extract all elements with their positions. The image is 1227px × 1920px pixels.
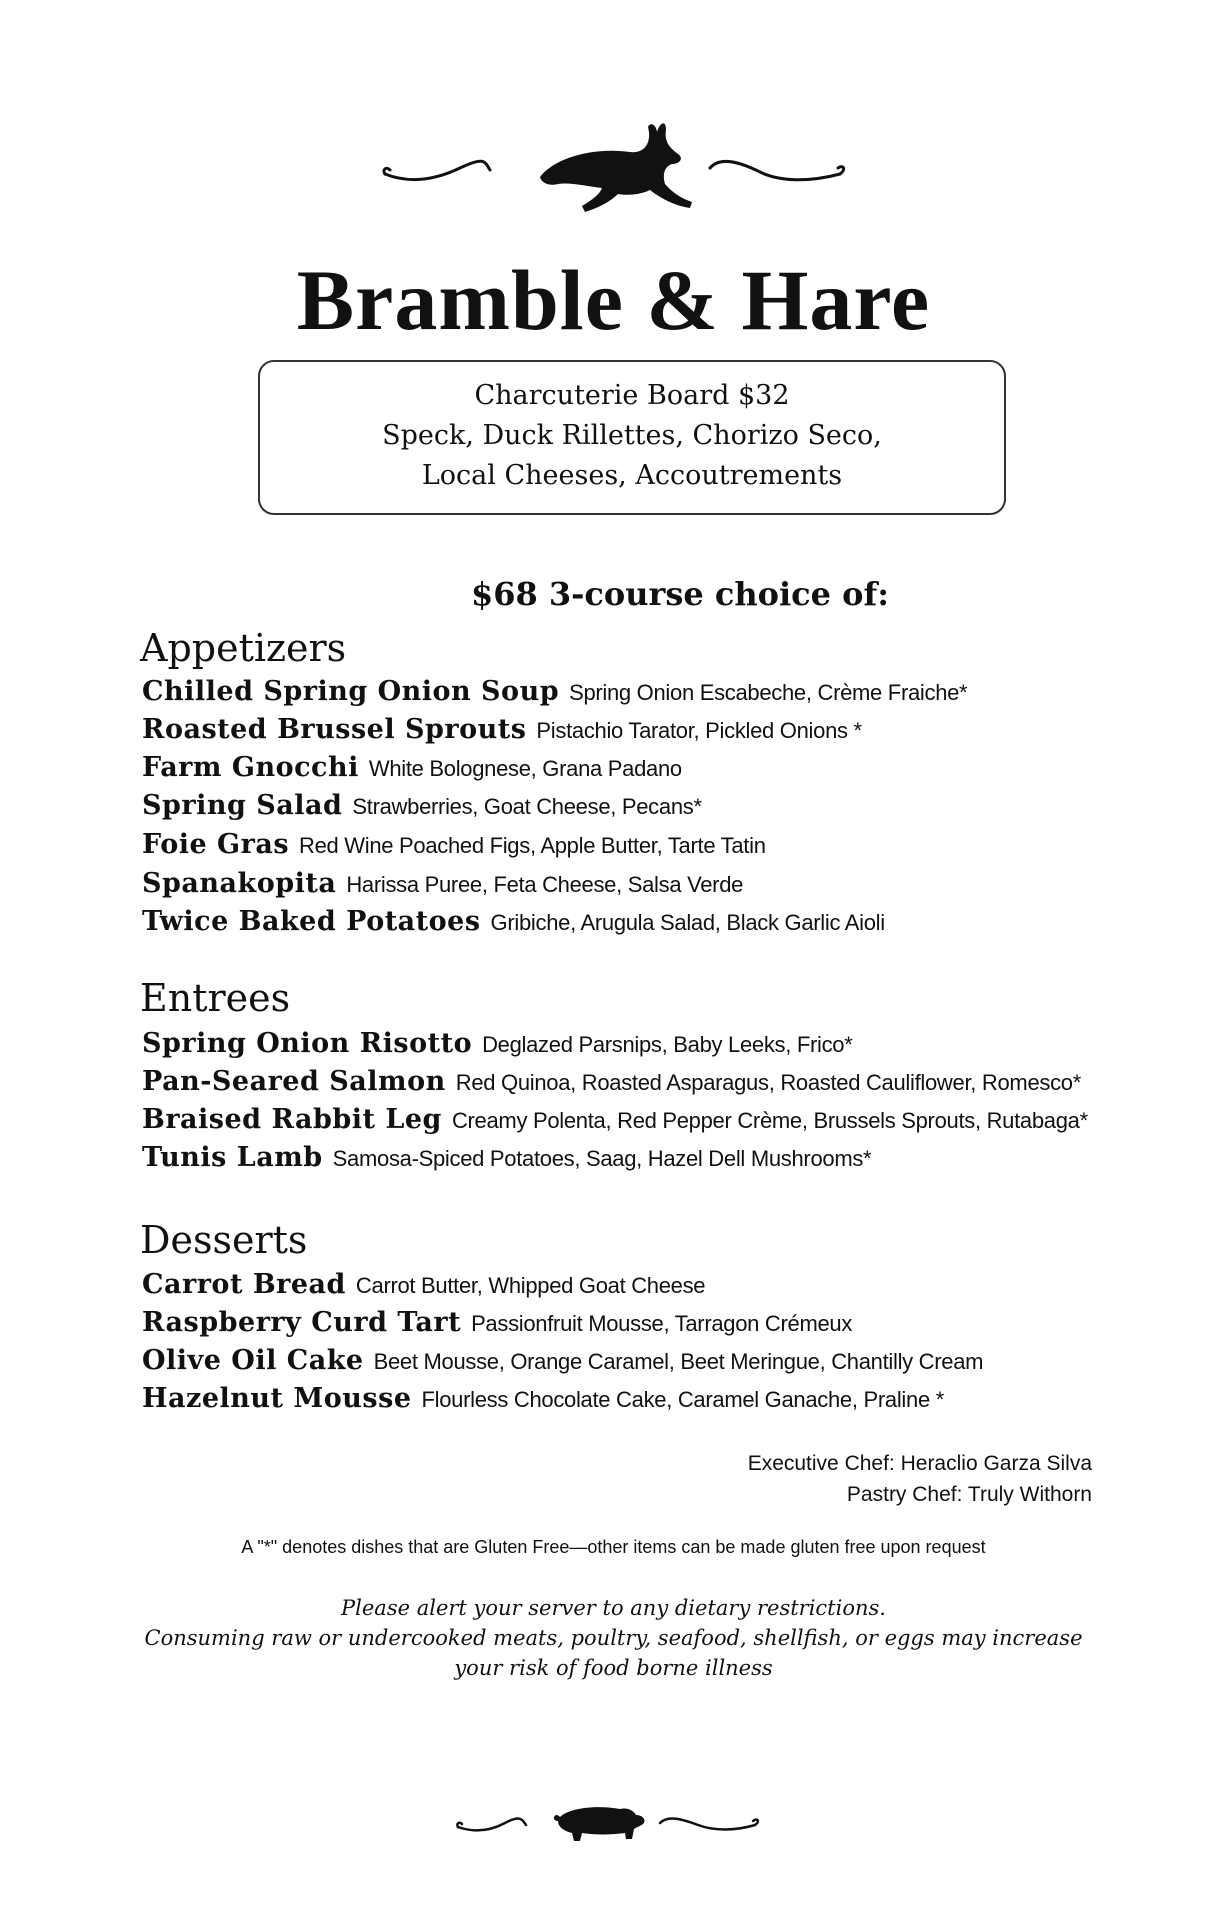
menu-item: Roasted Brussel Sprouts Pistachio Tarator, Pickled Onions * — [142, 714, 862, 745]
menu-item: Olive Oil Cake Beet Mousse, Orange Caramel, Beet Meringue, Chantilly Cream — [142, 1345, 984, 1376]
menu-item: Spring Salad Strawberries, Goat Cheese, Pecans* — [142, 790, 702, 821]
prix-fixe-heading: $68 3-course choice of: — [470, 575, 890, 613]
hare-icon — [540, 123, 692, 212]
restaurant-title: Bramble & Hare — [296, 252, 931, 348]
gluten-free-note: A "*" denotes dishes that are Gluten Free—other items can be made gluten free upon request — [241, 1537, 986, 1557]
menu-item: Carrot Bread Carrot Butter, Whipped Goat Cheese — [142, 1269, 706, 1300]
flourish-left-icon — [457, 1819, 526, 1831]
menu-item: Pan-Seared Salmon Red Quinoa, Roasted Asparagus, Roasted Cauliflower, Romesco* — [142, 1066, 1081, 1097]
desserts-heading: Desserts — [140, 1218, 308, 1262]
charcuterie-title: Charcuterie Board $32 — [474, 380, 790, 411]
charcuterie-line-2: Local Cheeses, Accoutrements — [421, 460, 843, 491]
pig-icon — [554, 1807, 645, 1841]
pastry-chef: Pastry Chef: Truly Withorn — [846, 1483, 1092, 1506]
charcuterie-line-1: Speck, Duck Rillettes, Chorizo Seco, — [382, 420, 882, 451]
menu-item: Twice Baked Potatoes Gribiche, Arugula Salad, Black Garlic Aioli — [142, 906, 885, 937]
menu-item: Farm Gnocchi White Bolognese, Grana Padano — [142, 752, 682, 783]
flourish-right-icon — [660, 1819, 758, 1830]
header-ornament — [380, 112, 880, 232]
appetizers-heading: Appetizers — [140, 626, 347, 670]
entrees-heading: Entrees — [140, 976, 291, 1020]
dietary-notice: Please alert your server to any dietary restrictions. — [341, 1596, 886, 1620]
menu-item: Spring Onion Risotto Deglazed Parsnips, Baby Leeks, Frico* — [142, 1028, 853, 1059]
menu-item: Hazelnut Mousse Flourless Chocolate Cake, Caramel Ganache, Praline * — [142, 1383, 944, 1414]
menu-item: Tunis Lamb Samosa-Spiced Potatoes, Saag, Hazel Dell Mushrooms* — [142, 1142, 872, 1173]
consumption-warning-line-1: Consuming raw or undercooked meats, poultry, seafood, shellfish, or eggs may increase — [144, 1626, 1083, 1650]
menu-item: Foie Gras Red Wine Poached Figs, Apple Butter, Tarte Tatin — [142, 829, 766, 860]
charcuterie-box — [258, 360, 1006, 515]
executive-chef: Executive Chef: Heraclio Garza Silva — [747, 1452, 1092, 1475]
flourish-right-icon — [710, 161, 844, 179]
menu-item: Chilled Spring Onion Soup Spring Onion Escabeche, Crème Fraiche* — [142, 676, 968, 707]
menu-item: Raspberry Curd Tart Passionfruit Mousse, Tarragon Crémeux — [142, 1307, 853, 1338]
footer-ornament — [450, 1795, 780, 1855]
menu-item: Braised Rabbit Leg Creamy Polenta, Red Pepper Crème, Brussels Sprouts, Rutabaga* — [142, 1104, 1088, 1135]
consumption-warning-line-2: your risk of food borne illness — [454, 1656, 773, 1680]
menu-item: Spanakopita Harissa Puree, Feta Cheese, Salsa Verde — [142, 868, 744, 899]
flourish-left-icon — [384, 161, 490, 179]
